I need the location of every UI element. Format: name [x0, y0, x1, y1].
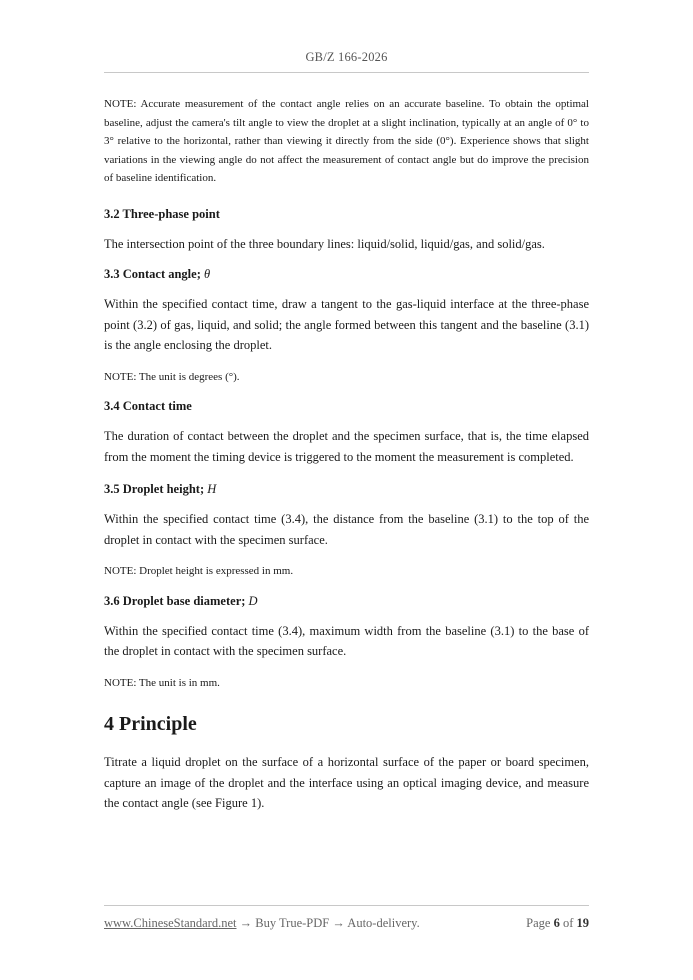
heading-3-2-text: 3.2 Three-phase point [104, 206, 220, 221]
text-3-5: Within the specified contact time (3.4), the distance from the baseline (3.1) to the top of the droplet in contact with the specimen surface. [104, 512, 589, 547]
text-3-2: The intersection point of the three boundary lines: liquid/solid, liquid/gas, and solid/gas. [104, 236, 545, 251]
heading-3-3 [104, 264, 589, 284]
symbol-d: D [248, 593, 258, 608]
of-label: of [559, 916, 577, 930]
page-number [526, 916, 589, 931]
heading-3-5 [104, 479, 589, 499]
heading-4-principle: 4 Principle [104, 713, 197, 735]
website-link[interactable]: www.ChineseStandard.net [104, 916, 237, 930]
footer-divider [104, 905, 589, 906]
heading-3-6-text: 3.6 Droplet base diameter; [104, 593, 249, 608]
text-3-4: The duration of contact between the droplet and the specimen surface, that is, the time elapsed from the moment the timing device is triggered to the moment the measurement is completed. [104, 429, 589, 464]
note-3-5: NOTE: Droplet height is expressed in mm. [104, 565, 294, 577]
heading-3-2 [104, 204, 589, 224]
page-label: Page [526, 916, 554, 930]
current-page: 6 [553, 916, 560, 930]
symbol-h: H [207, 482, 217, 496]
note-3-3: NOTE: The unit is degrees (°). [104, 370, 240, 383]
heading-3-3-text: 3.3 Contact angle; [104, 267, 204, 281]
page-header: GB/Z 166-2026 [305, 50, 388, 64]
note-baseline: NOTE: Accurate measurement of the contact angle relies on an accurate baseline. To obtain the optimal baseline, adjust the camera's tilt angle to view the droplet at a slight inclination, typically at an angle of 0° to 3° relative to the horizontal, rather than viewing it directly from the side (0°). Experience shows that slight variations in the viewing angle do not affect the measurement of contact angle but do improve the precision of baseline identification. [104, 98, 589, 184]
total-pages: 19 [576, 916, 589, 930]
footer-promo-tail: → Buy True-PDF → Auto-delivery. [236, 916, 420, 930]
heading-3-6 [104, 591, 589, 611]
note-3-6: NOTE: The unit is in mm. [104, 676, 220, 689]
heading-3-4-text: 3.4 Contact time [104, 399, 192, 413]
footer-promo [104, 916, 420, 931]
heading-3-5-text: 3.5 Droplet height; [104, 482, 208, 496]
text-3-3: Within the specified contact time, draw a tangent to the gas-liquid interface at the three-phase point (3.2) of gas, liquid, and solid; the angle formed between this tangent and the baseline (3.1) is the angle enclosing the droplet. [104, 297, 589, 352]
symbol-theta: θ [204, 267, 211, 281]
page-content [104, 95, 589, 814]
heading-3-4 [104, 396, 589, 416]
text-4-principle: Titrate a liquid droplet on the surface of a horizontal surface of the paper or board specimen, capture an image of the droplet and the interface using an optical imaging device, and measure the contact angle (see Figure 1). [104, 755, 589, 810]
text-3-6: Within the specified contact time (3.4), maximum width from the baseline (3.1) to the base of the droplet in contact with the specimen surface. [104, 623, 589, 658]
header-divider [104, 72, 589, 73]
